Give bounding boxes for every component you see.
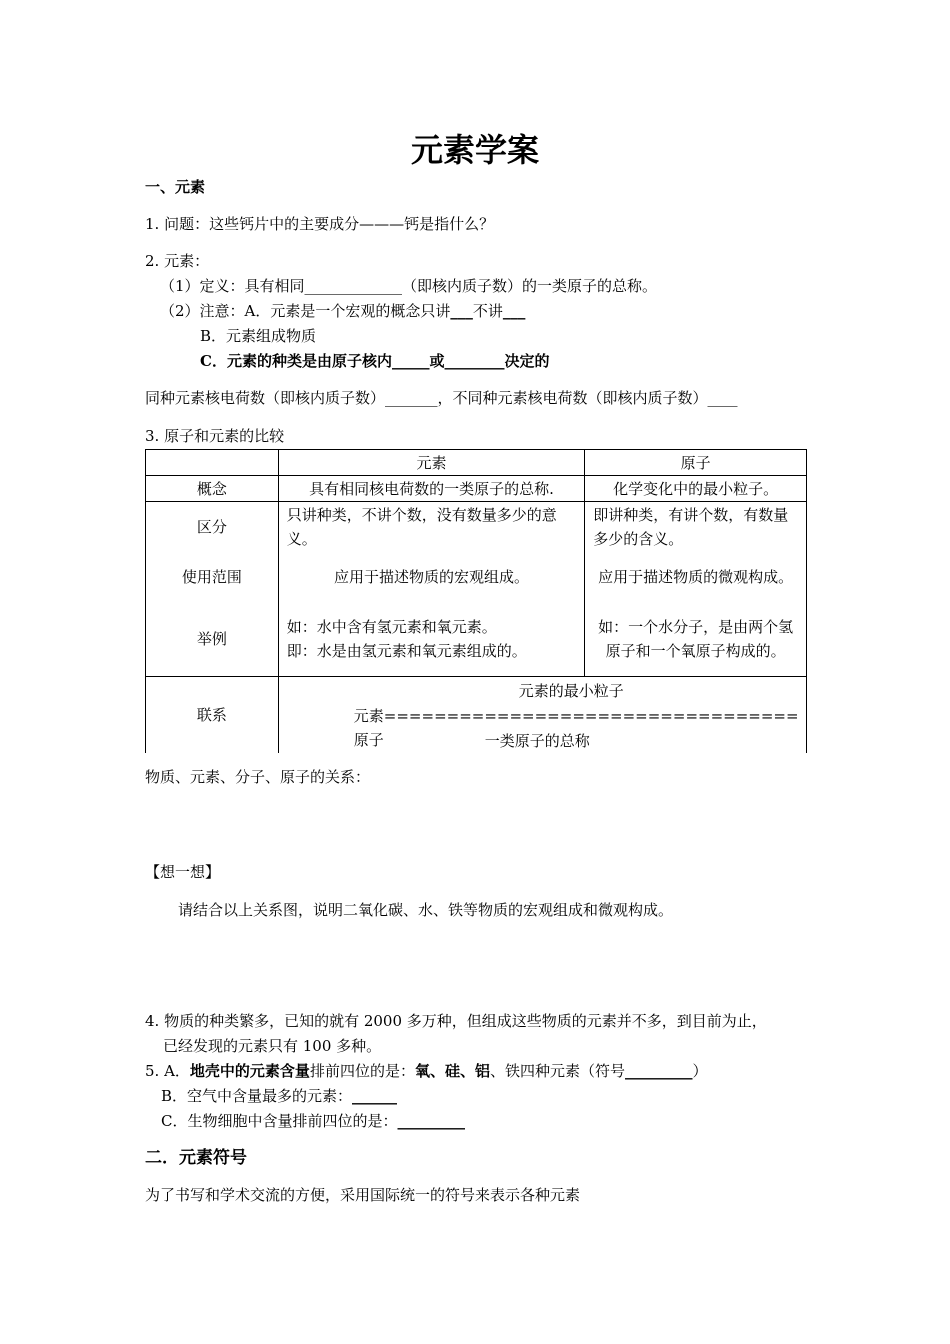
table-row-distinguish: [146, 502, 807, 552]
question-1: 1. 问题：这些钙片中的主要成分———钙是指什么？: [145, 215, 495, 233]
page-title: 元素学案: [410, 131, 539, 169]
row-label-scope: 使用范围: [146, 552, 279, 602]
q5-a-prefix: 5. A．: [145, 1062, 190, 1080]
row-label-concept: 概念: [146, 476, 279, 502]
example-atom: 如：一个水分子，是由两个氢原子和一个氧原子构成的。: [585, 602, 807, 677]
example-element-line-1: 如：水中含有氢元素和氧元素。: [286, 617, 497, 636]
q5-a-suffix: 、铁四种元素（符号: [489, 1062, 625, 1080]
q5-a-blank[interactable]: _________: [624, 1062, 693, 1080]
section-1-heading: 一、元素: [145, 178, 206, 196]
q5-b-blank[interactable]: ______: [352, 1087, 398, 1105]
think-text: 请结合以上关系图，说明二氧化碳、水、铁等物质的宏观组成和微观构成。: [178, 901, 674, 919]
note-c-prefix: C．元素的种类是由原子核内: [200, 352, 392, 370]
q5-b-prefix: B．空气中含量最多的元素：: [161, 1087, 353, 1105]
example-element-line-2: 即：水是由氢元素和氧元素组成的。: [286, 641, 527, 660]
note-c-blank-2[interactable]: ________: [444, 352, 505, 370]
question-4-line-1: 4. 物质的种类繁多，已知的就有 2000 多万种，但组成这些物质的元素并不多，到目前为止，: [145, 1012, 767, 1030]
q5-a-bold: 地壳中的元素含量: [189, 1062, 310, 1080]
link-top-label: 元素的最小粒子: [518, 682, 624, 700]
note-c-suffix: 决定的: [504, 352, 550, 370]
distinguish-element: 只讲种类，不讲个数，没有数量多少的意义。: [278, 502, 585, 552]
table-header-element: 元素: [278, 450, 585, 476]
q5-c-blank[interactable]: _________: [397, 1112, 465, 1130]
note-a-mid: 不讲: [472, 302, 503, 320]
section-2-heading: 二．元素符号: [145, 1148, 247, 1168]
concept-atom: 化学变化中的最小粒子。: [585, 476, 807, 502]
definition-line: [160, 276, 657, 296]
table-row-scope: [146, 552, 807, 602]
different-element-blank[interactable]: ____: [707, 389, 738, 407]
note-a-prefix: （2）注意：A．元素是一个宏观的概念只讲: [160, 302, 451, 320]
nuclear-charge-line: [145, 388, 738, 408]
question-5-a: [145, 1061, 708, 1081]
same-element-prefix: 同种元素核电荷数（即核内质子数）: [145, 389, 386, 407]
definition-prefix: （1）定义：具有相同: [160, 277, 305, 295]
scope-atom: 应用于描述物质的微观构成。: [585, 552, 807, 602]
distinguish-atom: 即讲种类，有讲个数，有数量多少的含义。: [585, 502, 807, 552]
different-element-text: ，不同种元素核电荷数（即核内质子数）: [437, 389, 708, 407]
note-line-c: [200, 351, 549, 371]
question-5-c: [161, 1111, 465, 1131]
same-element-blank[interactable]: _______: [385, 389, 438, 407]
link-bottom-label: 一类原子的总称: [484, 732, 590, 750]
question-5-b: [161, 1086, 397, 1106]
table-row-example: [146, 602, 807, 677]
concept-element: 具有相同核电荷数的一类原子的总称.: [278, 476, 585, 502]
note-c-mid: 或: [429, 352, 445, 370]
note-c-blank-1[interactable]: _____: [391, 352, 430, 370]
link-cell: [278, 677, 806, 754]
note-line-a: [160, 301, 525, 321]
row-label-example: 举例: [146, 602, 279, 677]
comparison-table: [145, 449, 807, 753]
q5-c-prefix: C．生物细胞中含量排前四位的是：: [161, 1112, 398, 1130]
table-header-row: [146, 450, 807, 476]
definition-blank[interactable]: _____________: [304, 277, 403, 295]
row-label-distinguish: 区分: [146, 502, 279, 552]
think-heading: 【想一想】: [145, 863, 221, 881]
q5-a-end: ）: [692, 1062, 708, 1080]
table-row-concept: [146, 476, 807, 502]
table-header-atom: 原子: [585, 450, 807, 476]
row-label-link: 联系: [146, 677, 279, 754]
question-4-line-2: 已经发现的元素只有 100 多种。: [163, 1037, 382, 1055]
note-a-blank-2[interactable]: ___: [502, 302, 526, 320]
note-a-blank-1[interactable]: ___: [450, 302, 473, 320]
relation-prompt: 物质、元素、分子、原子的关系：: [145, 768, 371, 786]
table-row-link: [146, 677, 807, 754]
link-relation: 元素=================================原子: [353, 707, 799, 749]
scope-element: 应用于描述物质的宏观组成。: [278, 552, 585, 602]
definition-suffix: （即核内质子数）的一类原子的总称。: [402, 277, 658, 295]
q5-a-mid: 排前四位的是：: [309, 1062, 415, 1080]
q5-a-bold-2: 氧、硅、铝: [414, 1062, 490, 1080]
question-3: 3. 原子和元素的比较: [145, 427, 285, 445]
note-line-b: B．元素组成物质: [200, 327, 317, 345]
table-header-empty: [146, 450, 279, 476]
question-2: 2. 元素：: [145, 252, 210, 270]
section-2-text: 为了书写和学术交流的方便，采用国际统一的符号来表示各种元素: [145, 1186, 581, 1204]
example-element: [278, 602, 585, 677]
